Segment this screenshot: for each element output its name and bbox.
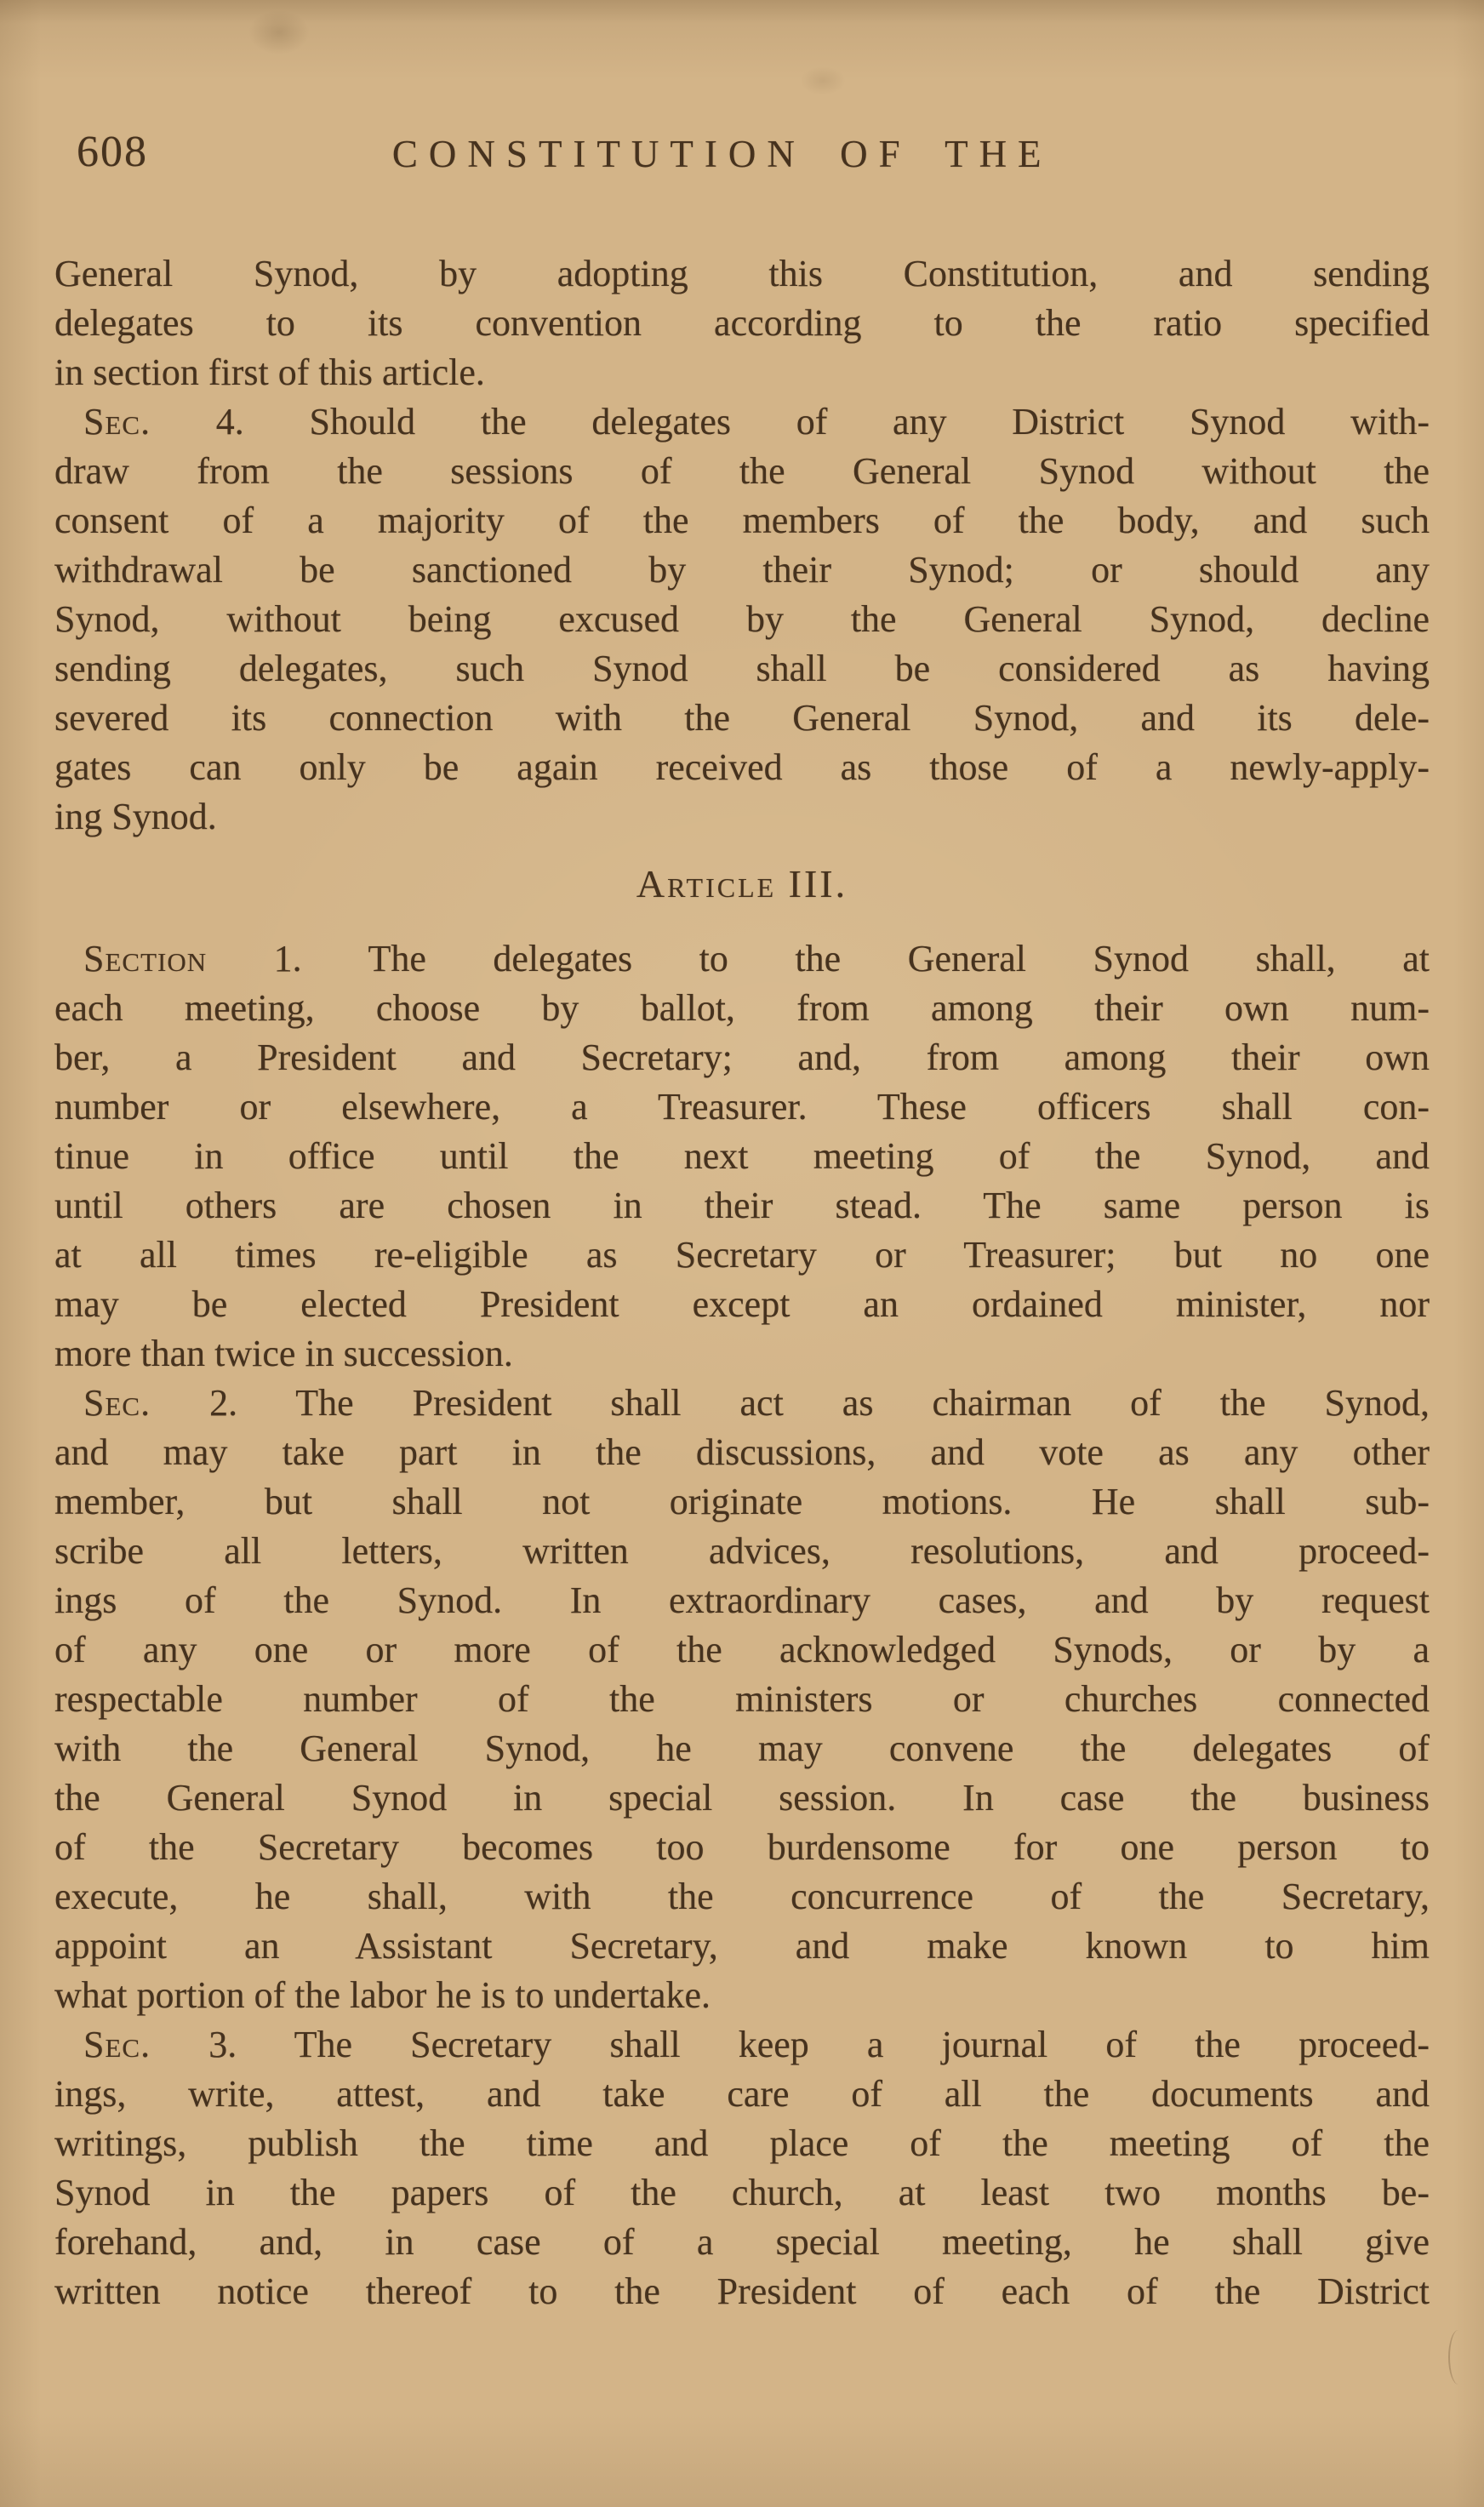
section-label: Sec. bbox=[83, 1382, 151, 1424]
text-line: forehand, and, in case of a special meeting, he shall give bbox=[54, 2221, 1430, 2263]
text-line: delegates to its convention according to the ratio specified bbox=[54, 302, 1430, 344]
section-label: Sec. bbox=[83, 2024, 151, 2065]
text-line: Synod, without being excused by the General Synod, decline bbox=[54, 598, 1430, 640]
paper-crease bbox=[1448, 2330, 1469, 2384]
text-line: tinue in office until the next meeting of the Synod, and bbox=[54, 1135, 1430, 1177]
page-text bbox=[54, 249, 1430, 2316]
paragraph bbox=[54, 397, 1430, 842]
text-line: what portion of the labor he is to undertake. bbox=[54, 1974, 711, 2016]
text-line: of the Secretary becomes too burdensome for one person to bbox=[54, 1826, 1430, 1868]
running-title: CONSTITUTION OF THE bbox=[391, 133, 1053, 175]
paragraph bbox=[54, 249, 1430, 397]
text-line: severed its connection with the General Synod, and its dele- bbox=[54, 697, 1430, 739]
text-line: in section first of this article. bbox=[54, 351, 485, 393]
text-line: scribe all letters, written advices, resolutions, and proceed- bbox=[54, 1530, 1430, 1572]
section-label: Section bbox=[83, 938, 208, 979]
text-line: may be elected President except an ordained minister, nor bbox=[54, 1283, 1430, 1325]
paper-stain bbox=[800, 66, 846, 95]
page-number: 608 bbox=[77, 128, 148, 176]
text-line: gates can only be again received as those of a newly-apply- bbox=[54, 746, 1430, 788]
text-line: Synod in the papers of the church, at least two months be- bbox=[54, 2172, 1430, 2213]
text-line: each meeting, choose by ballot, from among their own num- bbox=[54, 987, 1430, 1029]
paper-stain bbox=[248, 10, 310, 54]
paragraph bbox=[54, 934, 1430, 1379]
text-line: ings, write, attest, and take care of all the documents and bbox=[54, 2073, 1430, 2115]
text-line: sending delegates, such Synod shall be considered as having bbox=[54, 648, 1430, 689]
text-line: respectable number of the ministers or churches connected bbox=[54, 1678, 1430, 1720]
text-line: written notice thereof to the President of each of the District bbox=[54, 2270, 1430, 2312]
section-label: Sec. bbox=[83, 401, 151, 443]
text-line: of any one or more of the acknowledged Synods, or by a bbox=[54, 1629, 1430, 1670]
text-line: the General Synod in special session. In case the business bbox=[54, 1777, 1430, 1819]
text-line: at all times re-eligible as Secretary or Treasurer; but no one bbox=[54, 1234, 1430, 1276]
text-line: Sec. 4. Should the delegates of any District Synod with- bbox=[83, 401, 1430, 443]
text-line: execute, he shall, with the concurrence of the Secretary, bbox=[54, 1876, 1430, 1917]
text-line: appoint an Assistant Secretary, and make known to him bbox=[54, 1925, 1430, 1967]
text-line: General Synod, by adopting this Constitution, and sending bbox=[54, 253, 1430, 294]
paragraph bbox=[54, 2020, 1430, 2316]
article-heading: Article III. bbox=[636, 862, 848, 905]
text-line: consent of a majority of the members of the body, and such bbox=[54, 500, 1430, 541]
page-header bbox=[0, 128, 1484, 179]
text-line: until others are chosen in their stead. The same person is bbox=[54, 1185, 1430, 1226]
text-line: writings, publish the time and place of the meeting of the bbox=[54, 2122, 1430, 2164]
text-line: more than twice in succession. bbox=[54, 1333, 513, 1374]
text-line: draw from the sessions of the General Synod without the bbox=[54, 450, 1430, 492]
text-line: ings of the Synod. In extraordinary cases, and by request bbox=[54, 1579, 1430, 1621]
paragraph bbox=[54, 1379, 1430, 2020]
text-line: ber, a President and Secretary; and, from among their own bbox=[54, 1036, 1430, 1078]
text-line: withdrawal be sanctioned by their Synod; or should any bbox=[54, 549, 1430, 591]
text-line: with the General Synod, he may convene the delegates of bbox=[54, 1727, 1430, 1769]
text-line: member, but shall not originate motions. He shall sub- bbox=[54, 1481, 1430, 1522]
text-line: number or elsewhere, a Treasurer. These officers shall con- bbox=[54, 1086, 1430, 1128]
text-line: Sec. 3. The Secretary shall keep a journal of the proceed- bbox=[83, 2024, 1430, 2065]
text-line: ing Synod. bbox=[54, 796, 217, 837]
text-line: and may take part in the discussions, and vote as any other bbox=[54, 1431, 1430, 1473]
text-line: Sec. 2. The President shall act as chairman of the Synod, bbox=[83, 1382, 1430, 1424]
text-line: Section 1. The delegates to the General Synod shall, at bbox=[83, 938, 1430, 979]
